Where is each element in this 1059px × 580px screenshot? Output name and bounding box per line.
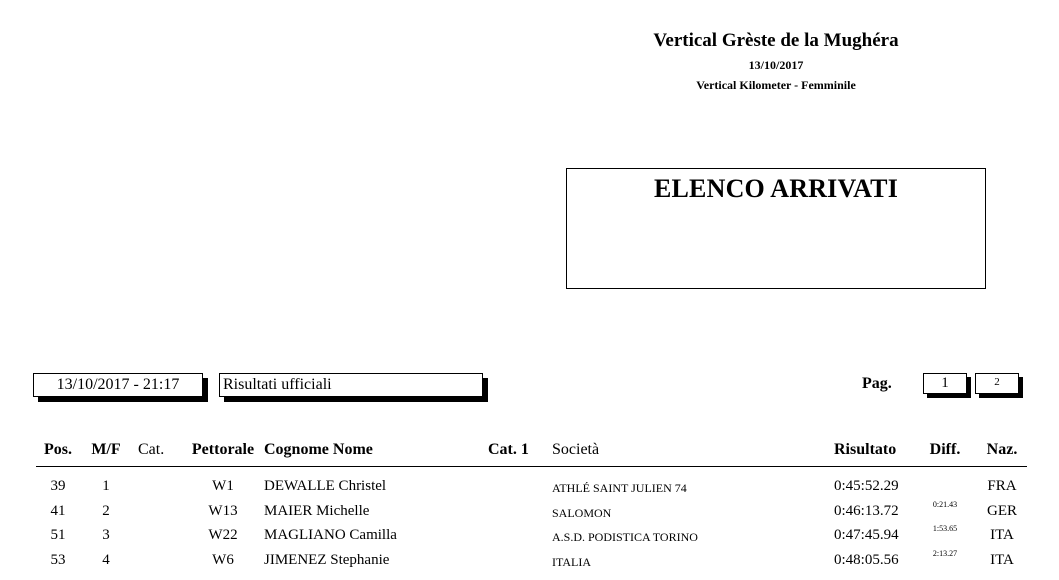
event-date: 13/10/2017 (748, 58, 804, 72)
cell-pettorale: W13 (208, 502, 238, 519)
cell-naz: FRA (987, 478, 1017, 494)
cell-mf: 3 (102, 527, 110, 543)
cell-risultato: 0:45:52.29 (834, 478, 899, 494)
page-button-current[interactable]: 1 (923, 373, 967, 394)
table-row (36, 547, 1027, 572)
results-status-box: Risultati ufficiali (219, 373, 483, 397)
cell-societa: SALOMON (552, 505, 612, 520)
column-header-risultato: Risultato (834, 441, 897, 458)
cell-naz: ITA (990, 551, 1014, 568)
print-datetime-box: 13/10/2017 - 21:17 (33, 373, 203, 397)
cell-pos: 41 (50, 502, 66, 519)
column-header-pettorale: Pettorale (191, 441, 255, 458)
cell-mf: 4 (102, 551, 110, 568)
cell-pettorale: W1 (212, 478, 234, 494)
cell-diff: 2:13.27 (932, 548, 958, 558)
page-button-next[interactable]: 2 (975, 373, 1019, 394)
column-header-cat: Cat. (138, 441, 165, 458)
cell-name: DEWALLE Christel (264, 478, 387, 494)
document-title-box (566, 168, 986, 289)
column-header-naz: Naz. (986, 441, 1018, 458)
cell-name: JIMENEZ Stephanie (264, 551, 390, 568)
column-header-cat1: Cat. 1 (488, 441, 529, 458)
cell-risultato: 0:48:05.56 (834, 551, 899, 568)
cell-pettorale: W6 (212, 551, 234, 568)
table-row (36, 473, 1027, 498)
cell-naz: ITA (990, 527, 1014, 543)
document-title: ELENCO ARRIVATI (653, 174, 899, 203)
cell-naz: GER (987, 502, 1017, 519)
column-header-diff: Diff. (929, 441, 961, 458)
event-header (566, 28, 986, 93)
column-header-pos: Pos. (44, 441, 72, 458)
cell-mf: 2 (102, 502, 110, 519)
event-title: Vertical Grèste de la Mughéra (653, 30, 899, 51)
event-subtitle: Vertical Kilometer - Femminile (696, 78, 856, 92)
page-label: Pag. (862, 375, 892, 392)
cell-name: MAGLIANO Camilla (264, 527, 397, 543)
cell-societa: A.S.D. PODISTICA TORINO (552, 530, 698, 544)
cell-societa: ITALIA (552, 554, 592, 569)
cell-pos: 53 (50, 551, 66, 568)
results-table (36, 436, 1027, 571)
cell-pos: 51 (50, 527, 66, 543)
cell-pos: 39 (50, 478, 66, 494)
column-header-mf: M/F (91, 441, 121, 458)
cell-name: MAIER Michelle (264, 502, 370, 519)
cell-risultato: 0:47:45.94 (834, 527, 899, 543)
cell-diff: 1:53.65 (932, 524, 958, 533)
table-row (36, 522, 1027, 547)
column-header-name: Cognome Nome (264, 441, 373, 458)
cell-mf: 1 (102, 478, 110, 494)
table-row (36, 498, 1027, 523)
column-header-societa: Società (552, 441, 600, 458)
cell-societa: ATHLÉ SAINT JULIEN 74 (552, 481, 687, 495)
cell-pettorale: W22 (208, 527, 238, 543)
table-header (36, 436, 1027, 467)
cell-risultato: 0:46:13.72 (834, 502, 899, 519)
cell-diff: 0:21.43 (932, 499, 958, 509)
